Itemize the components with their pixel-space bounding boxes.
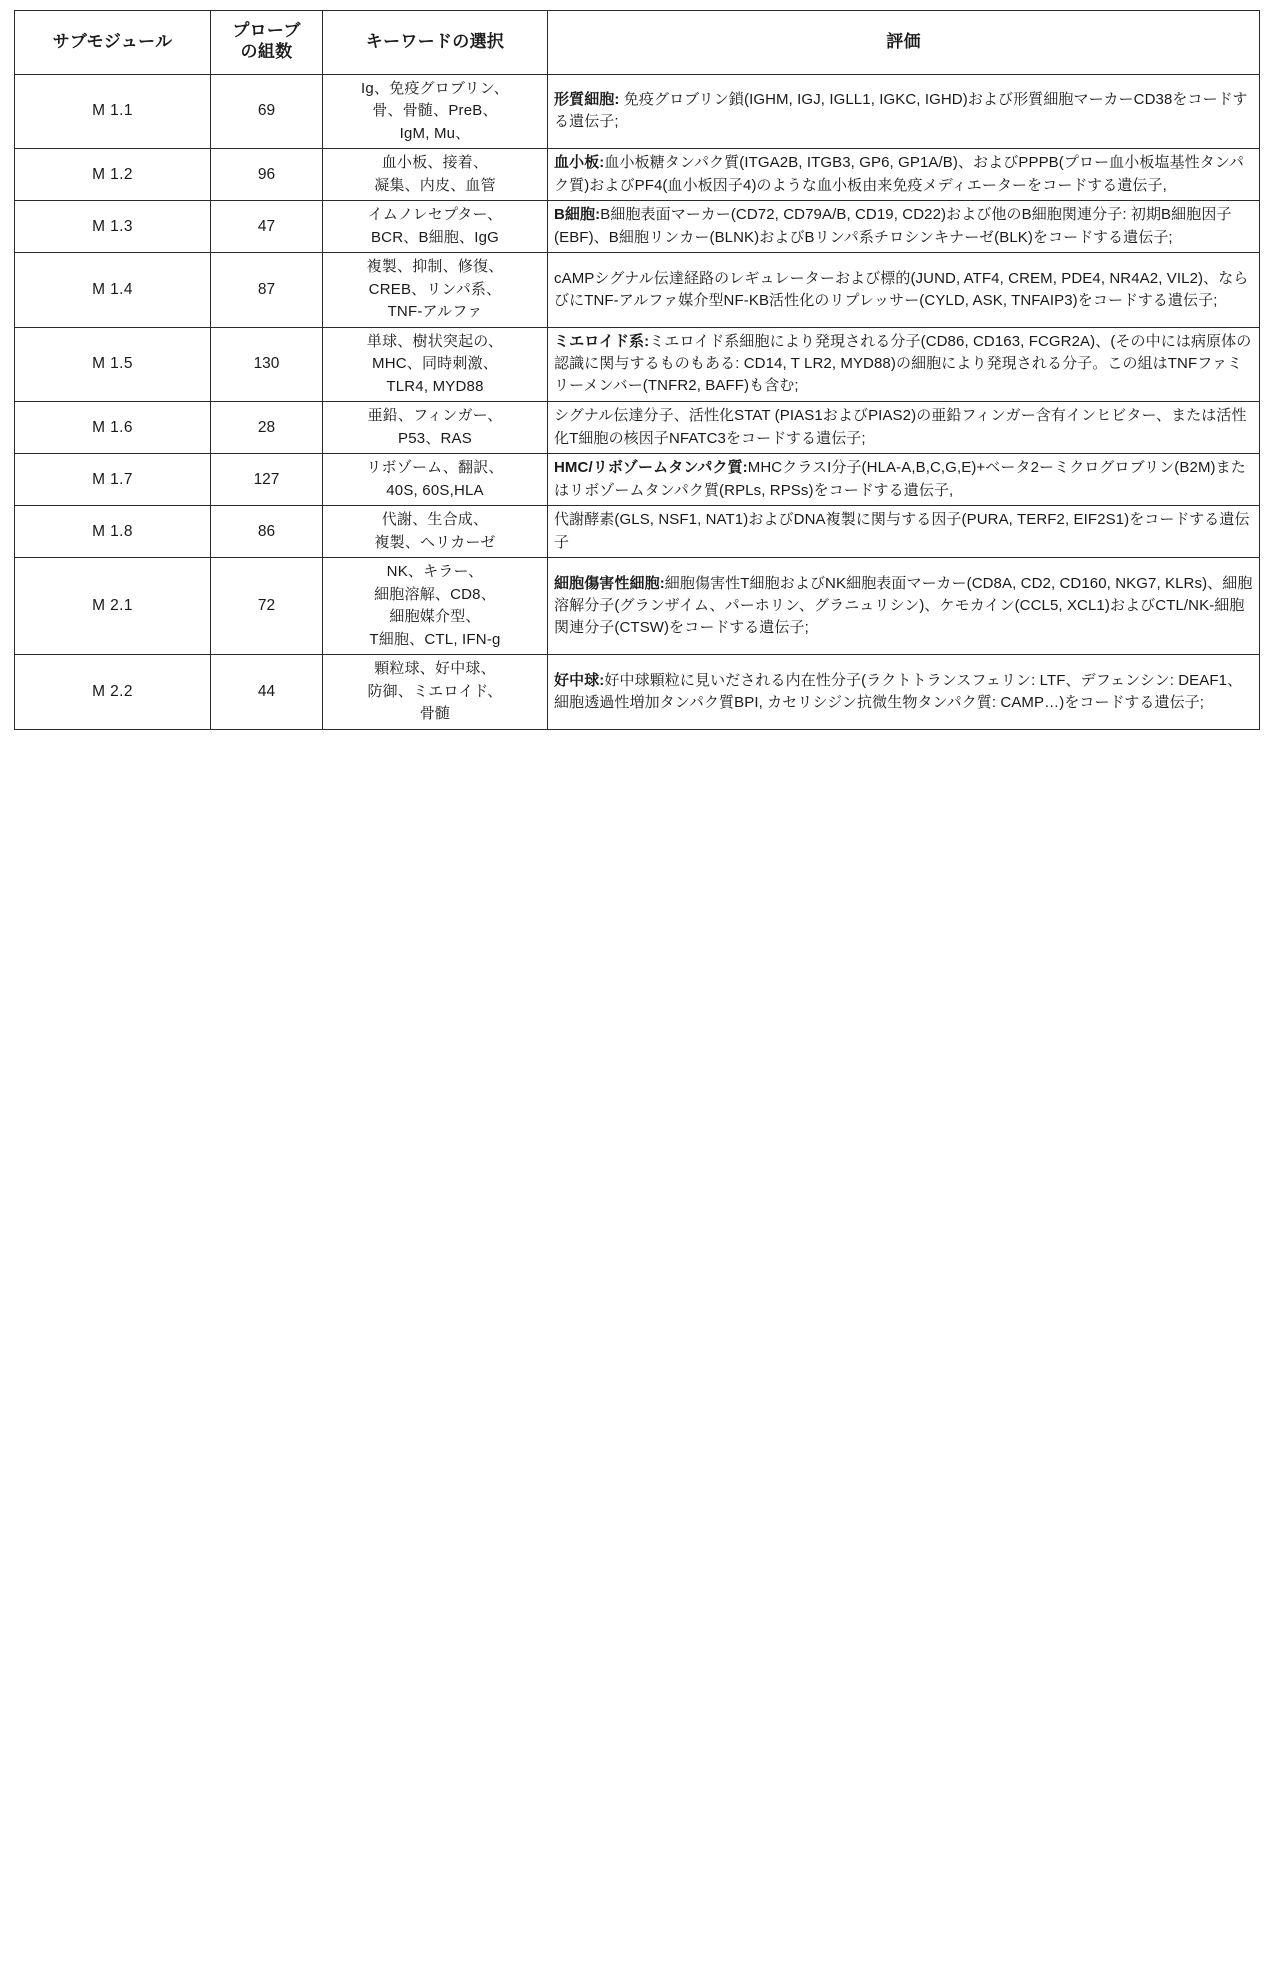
probe-count: 44 (211, 655, 323, 730)
keyword-selection: 亜鉛、フィンガー、 P53、RAS (323, 402, 548, 454)
keyword-selection: 血小板、接着、 凝集、内皮、血管 (323, 149, 548, 201)
evaluation-text (548, 558, 1260, 655)
probe-count: 130 (211, 327, 323, 402)
evaluation-lead: ミエロイド系: (554, 332, 650, 350)
evaluation-body: 血小板糖タンパク質(ITGA2B, ITGB3, GP6, GP1A/B)、およびPPPB(プロー血小板塩基性タンパク質)およびPF4(血小板因子4)のような血小板由来免疫メディエーターをコードする遺伝子, (554, 154, 1245, 194)
evaluation-lead: 細胞傷害性細胞: (554, 574, 665, 592)
evaluation-body: 代謝酵素(GLS, NSF1, NAT1)およびDNA複製に関与する因子(PURA, TERF2, EIF2S1)をコードする遺伝子 (554, 511, 1250, 551)
submodule-id: M 1.7 (15, 454, 211, 506)
column-header-keywords: キーワードの選択 (323, 11, 548, 75)
probe-count: 86 (211, 506, 323, 558)
table-row (15, 201, 1260, 253)
submodule-id: M 1.5 (15, 327, 211, 402)
column-header-submodule: サブモジュール (15, 11, 211, 75)
table-header (15, 11, 1260, 75)
evaluation-text (548, 201, 1260, 253)
keyword-selection: 単球、樹状突起の、 MHC、同時刺激、 TLR4, MYD88 (323, 327, 548, 402)
table-body (15, 74, 1260, 729)
table-row (15, 327, 1260, 402)
evaluation-body: 好中球顆粒に見いだされる内在性分子(ラクトトランスフェリン: LTF、デフェンシン: DEAF1、細胞透過性増加タンパク質BPI, カセリシジン抗微生物タンパク質: CAMP…)をコードする遺伝子; (554, 671, 1243, 711)
evaluation-body: 細胞傷害性T細胞およびNK細胞表面マーカー(CD8A, CD2, CD160, NKG7, KLRs)、細胞溶解分子(グランザイム、パーホリン、グラニュリシン)、ケモカイン(CCL5, XCL1)およびCTL/NK-細胞関連分子(CTSW)をコードする遺伝子; (554, 574, 1253, 637)
document-page (0, 0, 1273, 742)
keyword-selection: Ig、免疫グロブリン、 骨、骨髄、PreB、 IgM, Mu、 (323, 74, 548, 149)
keyword-selection: NK、キラー、 細胞溶解、CD8、 細胞媒介型、 T細胞、CTL, IFN-g (323, 558, 548, 655)
evaluation-lead: B細胞: (554, 206, 601, 224)
table-row (15, 402, 1260, 454)
evaluation-body: ミエロイド系細胞により発現される分子(CD86, CD163, FCGR2A)、(その中には病原体の認識に関与するものもある: CD14, T LR2, MYD88)の細胞により発現される分子。この組はTNFファミリーメンバー(TNFR2, BAFF)も含む; (554, 332, 1252, 395)
evaluation-lead: 好中球: (554, 671, 605, 689)
submodule-id: M 1.4 (15, 253, 211, 328)
probe-count: 127 (211, 454, 323, 506)
submodule-id: M 2.2 (15, 655, 211, 730)
evaluation-text (548, 402, 1260, 454)
keyword-selection: イムノレセプター、 BCR、B細胞、IgG (323, 201, 548, 253)
submodule-table (14, 10, 1260, 730)
evaluation-body: cAMPシグナル伝達経路のレギュレーターおよび標的(JUND, ATF4, CREM, PDE4, NR4A2, VIL2)、ならびにTNF-アルファ媒介型NF-KB活性化のリプレッサー(CYLD, ASK, TNFAIP3)をコードする遺伝子; (554, 269, 1249, 309)
evaluation-lead: HMC/リボゾームタンパク質: (554, 459, 748, 477)
keyword-selection: 代謝、生合成、 複製、ヘリカーゼ (323, 506, 548, 558)
evaluation-body: 免疫グロブリン鎖(IGHM, IGJ, IGLL1, IGKC, IGHD)および形質細胞マーカーCD38をコードする遺伝子; (554, 91, 1248, 131)
probe-count: 87 (211, 253, 323, 328)
probe-count: 96 (211, 149, 323, 201)
submodule-id: M 1.2 (15, 149, 211, 201)
evaluation-body: B細胞表面マーカー(CD72, CD79A/B, CD19, CD22)および他のB細胞関連分子: 初期B細胞因子(EBF)、B細胞リンカー(BLNK)およびBリンパ系チロシンキナーゼ(BLK)をコードする遺伝子; (554, 206, 1232, 246)
probe-count: 28 (211, 402, 323, 454)
table-row (15, 558, 1260, 655)
evaluation-text (548, 655, 1260, 730)
table-row (15, 506, 1260, 558)
table-row (15, 454, 1260, 506)
probe-count: 69 (211, 74, 323, 149)
keyword-selection: 複製、抑制、修復、 CREB、リンパ系、 TNF-アルファ (323, 253, 548, 328)
evaluation-body: シグナル伝達分子、活性化STAT (PIAS1およびPIAS2)の亜鉛フィンガー含有インヒビター、または活性化T細胞の核因子NFATC3をコードする遺伝子; (554, 407, 1247, 447)
evaluation-text (548, 253, 1260, 328)
keyword-selection: リボゾーム、翻訳、 40S, 60S,HLA (323, 454, 548, 506)
header-row (15, 11, 1260, 75)
submodule-id: M 1.8 (15, 506, 211, 558)
column-header-evaluation: 評価 (548, 11, 1260, 75)
evaluation-text (548, 454, 1260, 506)
table-row (15, 253, 1260, 328)
table-row (15, 655, 1260, 730)
evaluation-lead: 形質細胞: (554, 91, 620, 109)
evaluation-text (548, 506, 1260, 558)
table-row (15, 149, 1260, 201)
submodule-id: M 1.3 (15, 201, 211, 253)
submodule-id: M 1.6 (15, 402, 211, 454)
evaluation-body: MHCクラスI分子(HLA-A,B,C,G,E)+ベータ2ーミクログロブリン(B2M)またはリボゾームタンパク質(RPLs, RPSs)をコードする遺伝子, (554, 459, 1246, 499)
evaluation-text (548, 149, 1260, 201)
submodule-id: M 2.1 (15, 558, 211, 655)
evaluation-text (548, 327, 1260, 402)
column-header-probe-count: プローブ の組数 (211, 11, 323, 75)
probe-count: 72 (211, 558, 323, 655)
evaluation-lead: 血小板: (554, 154, 605, 172)
table-row (15, 74, 1260, 149)
submodule-id: M 1.1 (15, 74, 211, 149)
probe-count: 47 (211, 201, 323, 253)
keyword-selection: 顆粒球、好中球、 防御、ミエロイド、 骨髄 (323, 655, 548, 730)
evaluation-text (548, 74, 1260, 149)
